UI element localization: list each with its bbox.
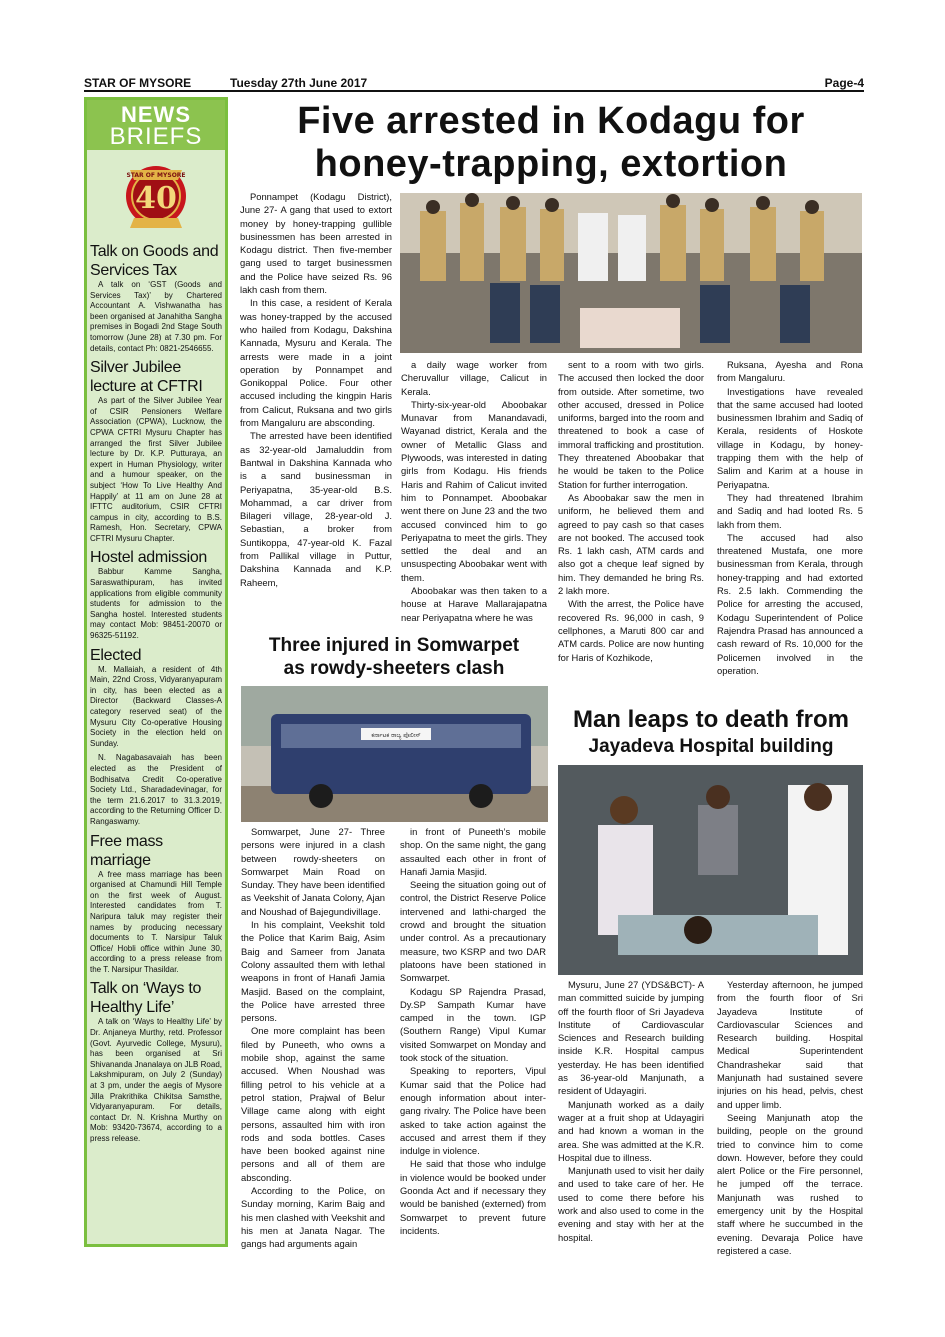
brief-text: As part of the Silver Jubilee Year of CSIR Pensioners Welfare Association (CPWA), Lucknow, the CPWA CFTRI Mysuru Chapter has arranged the first Silver Jubilee lecture by Dr. K.P. Putturaya, an expert in Human Physiology, writer and a humour speaker, on the subject ‘How To Live Healthy And Happily’ at 11 am on June 28 at IFTTC auditorium, CSIR CFTRI campus in city, according to B.S. Ramesh, Hon. Secretary, CPWA CFTRI Mysuru Chapter. [90, 396, 222, 543]
article-paragraph: Speaking to reporters, Vipul Kumar said that the Police had enough information about inter-gang rivalry. The Police have been asked to take action against the accused and arrest them if they indulge in violence. [400, 1065, 546, 1157]
story1-column-1 [240, 190, 392, 620]
article-paragraph: As Aboobakar saw the men in uniform, he believed them and agreed to pay cash so that cases are not booked. The accused took Rs. 1 lakh cash, ATM cards and also got a cheque leaf signed by him. They demanded he bring Rs. 2 lakh more. [558, 491, 704, 597]
article-paragraph: One more complaint has been filed by Puneeth, who owns a mobile shop, against the same accused. When Noushad was filling petrol to his vehicle at a petrol station, Prajwal of Belur Village came along with eight persons, assaulted him with iron rods and soda bottles. Cases have been booked against nine persons and all of them are absconding. [241, 1025, 385, 1183]
story3-column-1 [558, 978, 704, 1258]
story2-column-2 [400, 825, 546, 1255]
brief-title: Talk on Goods and Services Tax [90, 243, 219, 279]
story3-headline-line1: Man leaps to death from [572, 706, 850, 733]
arrest-group-photo [400, 193, 862, 353]
police-bus-photo [241, 686, 548, 822]
story2-headline-line1: Three injured in Somwarpet [268, 635, 520, 656]
brief-text: A talk on ‘GST (Goods and Services Tax)’ by Chartered Accountant A. Vishwanatha has been organised at Janahitha Sangha premises in Bogadi 2nd Stage South tomorrow (June 28) at 7.30 pm. For details, contact Ph: 0821-2546655. [90, 280, 222, 353]
article-paragraph: The accused had also threatened Mustafa, one more businessman from Kerala, through honey-trapping and had extorted Rs. 2.5 lakh. Commending the Police for arresting the accused, Kodagu Superintendent of Police Rajendra Prasad has announced a cash reward of Rs. 10,000 for the Policemen involved in the operation. [717, 531, 863, 676]
story1-headline-line1: Five arrested in Kodagu for [297, 100, 805, 142]
brief-text: N. Nagabasavaiah has been elected as the President of Bodhisatva Credit Co-operative Society Ltd., Sharadadevinagar, for the term 21.6.2017 to 31.3.2019, according to the Returning Officer D. Rangaswamy. [90, 753, 222, 826]
article-paragraph: Kodagu SP Rajendra Prasad, Dy.SP Sampath Kumar have camped in the town. IGP (Southern Range) Vipul Kumar visited Somwarpet on Monday and took stock of the situation. [400, 985, 546, 1064]
article-paragraph: According to the Police, on Sunday morning, Karim Baig and his men clashed with Veekshit and his men at Janata Nagar. The gangs had arguments again [241, 1185, 385, 1250]
brief-text: M. Mallaiah, a resident of 4th Main, 22nd Cross, Vidyaranyapuram in city, has been elected as a Director (Backward Classes-A category reserved seat) of the Mysuru City Co-operative Housing Society in the election held on Sunday. [90, 664, 222, 748]
brief-title: Silver Jubilee lecture at CFTRI [90, 359, 203, 396]
article-paragraph: In his complaint, Veekshit told the Police that Karim Baig, Asim Baig and Sameer from Janata Colony assaulted them with lethal weapons in front of Hanafi Jamia Masjid. Based on the complaint, the Police have arrested three persons. [241, 919, 385, 1024]
article-paragraph: Investigations have revealed that the same accused had looted businessmen Ibrahim and Sadiq of Kerala, residents of Hoskote village in Kodagu, by honey-trapping them with the help of Salim and Karim at a house in Periyapatna. [717, 385, 863, 490]
brief-text: A free mass marriage has been organised at Chamundi Hill Temple on the first week of August. Interested candidates from T. Naripura taluk may register their names by producing necessary documents to T. Narsipur Taluk Office/ Hobli office within June 30, according to a press release from the T. Narsipur Thasildar. [90, 869, 222, 974]
issue-date: Tuesday 27th June 2017 [230, 76, 368, 90]
article-paragraph: sent to a room with two girls. The accused then locked the door from outside. After sometime, two other accused, dressed in Police uniforms, barged into the room and threatened to book a case of immoral trafficking and prostitution. They threatened Aboobakar that he would be taken to the Police Station for further interrogation. [558, 359, 704, 490]
story1-column-2 [401, 358, 547, 628]
article-paragraph: They had threatened Ibrahim and Sadiq and had looted Rs. 5 lakh from them. [717, 491, 863, 530]
article-paragraph: Aboobakar was then taken to a house at Harave Mallarajapatna near Periyapatna where he was [401, 585, 547, 623]
brief-title: Talk on ‘Ways to Healthy Life’ [90, 980, 202, 1017]
story2-column-1 [241, 825, 385, 1255]
brief-title: Elected [90, 646, 142, 664]
brief-title: Hostel admission [90, 549, 208, 567]
article-paragraph: With the arrest, the Police have recovered Rs. 96,000 in cash, 9 cellphones, a Maruti 800 car and ATM cards. Police are now hunting for Haris of Kozhikode, [558, 598, 704, 663]
article-paragraph: Thirty-six-year-old Aboobakar Munavar from Manandavadi, Wayanad district, Kerala and the owner of Metallic Glass and Plywoods, was interested in dating girls from Kodagu. His friends Haris and Rahim of Calicut invited him to Ponnampet. Aboobakar went there on June 23 and the two accused convinced him to go Periyapatna to meet the girls. They settled the deal and an unsuspecting Aboobakar went with them. [401, 398, 547, 583]
article-paragraph: Somwarpet, June 27- Three persons were injured in a clash between rowdy-sheeters on Somwarpet Main Road on Sunday. They have been identified as Veekshit of Janata Colony, Ajan and Noushad of Bajegundivillage. [241, 826, 385, 917]
article-paragraph: In this case, a resident of Kerala was honey-trapped by the accused who hailed from Kodagu, Dakshina Kannada, Mysuru and Kerala. The arrests were made in a joint operation by Ponnampet and Gonikoppal Police. Four other accused including the kingpin Haris from Calicut, Ruksana and two girls from Mangaluru are absconding. [240, 297, 392, 429]
story2-headline [240, 634, 548, 680]
brief-text: A talk on ‘Ways to Healthy Life’ by Dr. Anjaneya Murthy, retd. Professor (Govt. Ayurvedic College, Mysuru), has been organised at Sri Shivananda Jnanalaya on JLB Road, Lakshmipuram, on July 2 (Sunday) at 3 pm, under the aegis of Mysore Jilla Prakrithika Chikitsa Samsthe, Vidyaranyapuram. For details, contact Dr. N. Krishna Murthy on Mob: 93420-73674, according to a press release. [90, 1017, 222, 1143]
story1-column-4 [717, 358, 863, 703]
brief-title: Free mass marriage [90, 832, 163, 869]
article-paragraph: He said that those who indulge in violence would be booked under Goonda Act and if necessary they would be banished (externed) from Somwarpet to prevent future incidents. [400, 1158, 546, 1236]
svg-text:40: 40 [135, 181, 177, 216]
briefs-list [90, 240, 222, 1149]
story1-headline [236, 100, 866, 186]
story1-headline-line2: honey-trapping, extortion [314, 143, 788, 185]
article-paragraph: Yesterday afternoon, he jumped from the fourth floor of Sri Jayadeva Institute of Cardiovascular Sciences and Research building. Hospital Medical Superintendent Chandrashekar said that Manjunath had sustained severe injuries on his head, pelvis, chest and upper limb. [717, 979, 863, 1110]
news-label: NEWS [121, 102, 191, 127]
story2-headline-line2: as rowdy-sheeters clash [283, 658, 505, 679]
story3-headline-line2: Jayadeva Hospital building [588, 736, 834, 757]
story3-headline [556, 705, 866, 760]
page-number: Page-4 [824, 76, 864, 90]
news-briefs-header [87, 100, 225, 150]
news-briefs-sidebar [84, 97, 228, 1247]
hospital-scene-icon [558, 765, 863, 975]
article-paragraph: in front of Puneeth’s mobile shop. On the same night, the gang assaulted each other in front of Hanafi Jamia Masjid. [400, 826, 546, 877]
masthead [84, 76, 864, 92]
story1-column-3 [558, 358, 704, 703]
brief-text: Babbur Kamme Sangha, Saraswathipuram, has invited applications from eligible community students for admission to the Sangha hostel. Interested students may contact Mob: 98451-20070 or 96325-51192. [90, 567, 222, 641]
article-paragraph: Manjunath worked as a daily wager at a fruit shop at Udayagiri and had known a woman in the area. She was admitted at the K.R. Hospital due to illness. [558, 1098, 704, 1163]
article-paragraph: Seeing Manjunath atop the building, people on the ground tried to convince him to come down. However, before they could alert Police or the Fire personnel, he jumped off the terrace. Manjunath was rushed to emergency unit by the Hospital staff where he succumbed in the evening. Devaraja Police have registered a case. [717, 1111, 863, 1256]
paper-name: STAR OF MYSORE [84, 76, 192, 90]
article-paragraph: Ponnampet (Kodagu District), June 27- A gang that used to extort money by honey-trapping gullible businessmen has been arrested in Kodagu district. Then five-member gang used to target businessmen and the Police have seized Rs. 96 lakh cash from them. [240, 191, 392, 296]
article-paragraph: Manjunath used to visit her daily and used to take care of her. He used to come there before his work and also used to come in the evening and stay with her at the hospital. [558, 1165, 704, 1243]
police-group-icon [400, 193, 862, 353]
article-paragraph: a daily wage worker from Cheruvallur village, Calicut in Kerala. [401, 359, 547, 397]
article-paragraph: Ruksana, Ayesha and Rona from Mangaluru. [717, 359, 863, 384]
anniversary-logo-icon [120, 156, 192, 234]
hospital-photo [558, 765, 863, 975]
article-paragraph: The arrested have been identified as 32-year-old Jamaluddin from Bantwal in Dakshina Kannada who is a sand businessman in Periyapatna, 35-year-old B.S. Mohammad, a car driver from Bilageri village, 28-year-old J. Sebastian, a broker from Suntikoppa, 47-year-old K. Fazal from Pallikal village in Puttur, Dakshina Kannada and K.P. Raheem, [240, 430, 392, 588]
article-paragraph: Seeing the situation going out of control, the District Reserve Police intervened and lathi-charged the crowd and brought the situation under control. As a precautionary measure, two KSRP and two DAR platoons have been stationed in Somwarpet. [400, 879, 546, 984]
svg-text:STAR OF MYSORE: STAR OF MYSORE [126, 172, 186, 179]
article-paragraph: Mysuru, June 27 (YDS&BCT)- A man committed suicide by jumping off the fourth floor of Sri Jayadeva Institute of Cardiovascular Sciences and Research building inside K.R. Hospital campus yesterday. He has been identified as 36-year-old Manjunath, a resident of Udayagiri. [558, 979, 704, 1097]
briefs-label: BRIEFS [109, 123, 203, 150]
bus-icon [241, 686, 548, 822]
bus-sign: ಕರ್ನಾಟಕ ರಾಜ್ಯ ಪೊಲೀಸ್ [371, 732, 421, 739]
story3-column-2 [717, 978, 863, 1258]
